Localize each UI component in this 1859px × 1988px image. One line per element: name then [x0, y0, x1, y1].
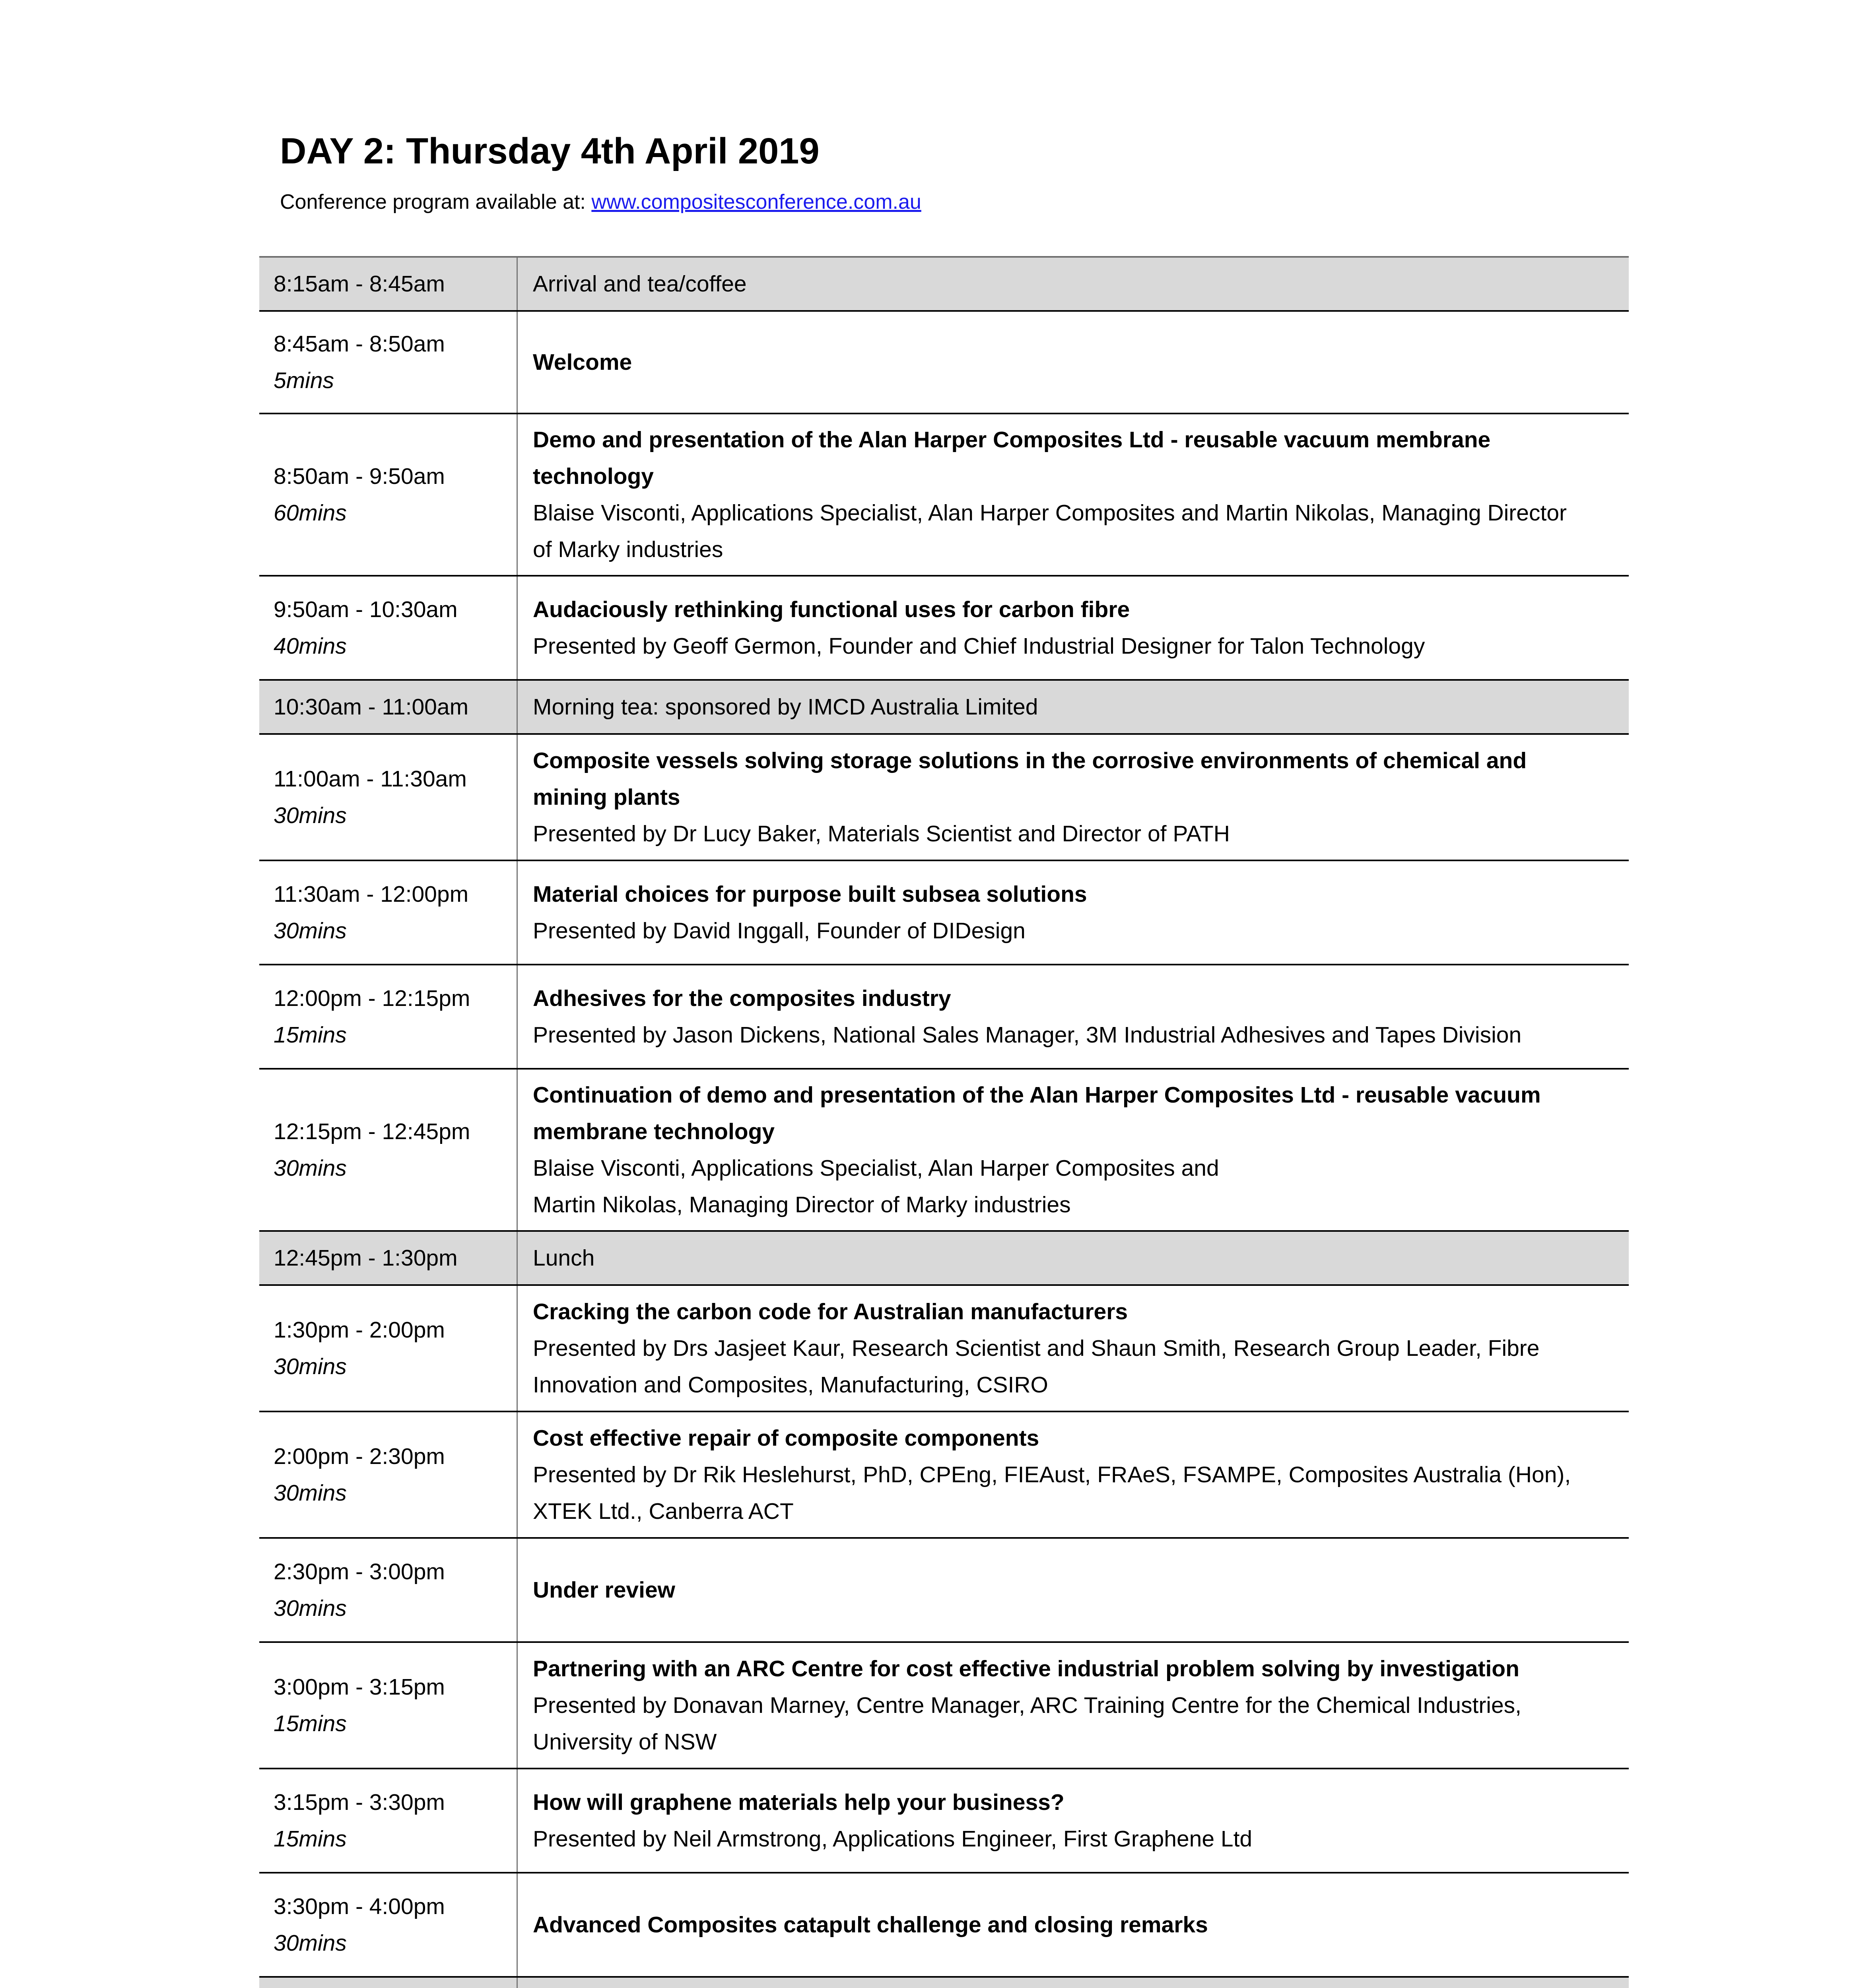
time-cell	[259, 258, 518, 310]
session-duration: 30mins	[274, 1155, 347, 1181]
session-title-line: mining plants	[533, 784, 680, 810]
session-duration: 5mins	[274, 368, 334, 393]
time-cell	[259, 1232, 518, 1284]
session-detail-line: Arrival and tea/coffee	[533, 271, 747, 297]
session-time: 10:30am - 11:00am	[274, 694, 469, 720]
session-cell	[518, 1643, 1629, 1768]
session-detail-line: Presented by Geoff Germon, Founder and Chief Industrial Designer for Talon Technology	[533, 633, 1425, 659]
session-detail-line: Presented by David Inggall, Founder of DIDesign	[533, 918, 1026, 944]
session-detail-line: Presented by Jason Dickens, National Sales Manager, 3M Industrial Adhesives and Tapes Division	[533, 1022, 1522, 1048]
session-duration: 30mins	[274, 1480, 347, 1506]
session-title-line: Advanced Composites catapult challenge and closing remarks	[533, 1912, 1208, 1938]
session-title-line: How will graphene materials help your business?	[533, 1790, 1065, 1815]
session-duration: 30mins	[274, 803, 347, 828]
session-time: 11:30am - 12:00pm	[274, 881, 469, 907]
schedule-row	[259, 681, 1629, 735]
time-cell	[259, 414, 518, 575]
session-time: 2:30pm - 3:00pm	[274, 1559, 445, 1584]
session-duration: 60mins	[274, 500, 347, 526]
session-detail-line: XTEK Ltd., Canberra ACT	[533, 1499, 794, 1524]
session-duration: 30mins	[274, 918, 347, 944]
time-cell	[259, 312, 518, 413]
page-title: DAY 2: Thursday 4th April 2019	[280, 131, 820, 171]
session-duration: 15mins	[274, 1826, 347, 1852]
schedule-row	[259, 1643, 1629, 1769]
session-detail-line: University of NSW	[533, 1729, 717, 1755]
schedule-row	[259, 312, 1629, 414]
session-title-line: Audaciously rethinking functional uses for carbon fibre	[533, 597, 1130, 622]
schedule-row	[259, 1978, 1629, 1988]
session-time: 12:00pm - 12:15pm	[274, 986, 470, 1011]
session-time: 8:50am - 9:50am	[274, 464, 445, 489]
schedule-row	[259, 1412, 1629, 1539]
session-title-line: technology	[533, 464, 654, 489]
schedule-row	[259, 1873, 1629, 1978]
session-detail-line: Presented by Dr Rik Heslehurst, PhD, CPEng, FIEAust, FRAeS, FSAMPE, Composites Australia (Hon),	[533, 1462, 1571, 1487]
session-detail-line: Blaise Visconti, Applications Specialist, Alan Harper Composites and Martin Nikolas, Managing Director	[533, 500, 1567, 526]
time-cell	[259, 1978, 518, 1988]
session-cell	[518, 258, 1629, 310]
session-time: 2:00pm - 2:30pm	[274, 1444, 445, 1469]
session-cell	[518, 735, 1629, 860]
time-cell	[259, 577, 518, 679]
session-title-line: Adhesives for the composites industry	[533, 986, 951, 1011]
session-cell	[518, 965, 1629, 1068]
session-duration: 40mins	[274, 633, 347, 659]
session-duration: 30mins	[274, 1354, 347, 1379]
time-cell	[259, 861, 518, 964]
session-title-line: Under review	[533, 1577, 675, 1603]
schedule-row	[259, 1070, 1629, 1232]
session-cell	[518, 1412, 1629, 1537]
session-time: 1:30pm - 2:00pm	[274, 1317, 445, 1343]
schedule-row	[259, 258, 1629, 312]
session-duration: 30mins	[274, 1596, 347, 1621]
session-title-line: Partnering with an ARC Centre for cost effective industrial problem solving by investigation	[533, 1656, 1519, 1681]
session-detail-line: Presented by Neil Armstrong, Applications Engineer, First Graphene Ltd	[533, 1826, 1253, 1852]
session-detail-line	[533, 1986, 1614, 1988]
session-duration: 30mins	[274, 1930, 347, 1956]
schedule-row	[259, 965, 1629, 1070]
time-cell	[259, 965, 518, 1068]
session-title-line: Welcome	[533, 349, 632, 375]
session-detail-line: Morning tea: sponsored by IMCD Australia Limited	[533, 694, 1038, 720]
schedule-row	[259, 1232, 1629, 1286]
page-subtitle	[280, 190, 921, 214]
subtitle-prefix: Conference program available at:	[280, 190, 592, 214]
session-cell	[518, 577, 1629, 679]
session-time: 9:50am - 10:30am	[274, 597, 458, 622]
session-time: 12:15pm - 12:45pm	[274, 1119, 470, 1144]
session-cell	[518, 1539, 1629, 1641]
session-time: 12:45pm - 1:30pm	[274, 1245, 458, 1271]
session-cell	[518, 1769, 1629, 1872]
session-detail-line: Presented by Drs Jasjeet Kaur, Research Scientist and Shaun Smith, Research Group Leader, Fibre	[533, 1336, 1540, 1361]
session-duration: 15mins	[274, 1711, 347, 1736]
schedule-row	[259, 1539, 1629, 1643]
session-time: 8:45am - 8:50am	[274, 331, 445, 357]
session-detail-line: Presented by Donavan Marney, Centre Manager, ARC Training Centre for the Chemical Industries,	[533, 1693, 1522, 1718]
session-time	[274, 1986, 502, 1988]
session-cell	[518, 1070, 1629, 1230]
time-cell	[259, 1643, 518, 1768]
session-cell	[518, 414, 1629, 575]
session-detail-line: Lunch	[533, 1245, 595, 1271]
session-time: 8:15am - 8:45am	[274, 271, 445, 297]
session-cell	[518, 1232, 1629, 1284]
time-cell	[259, 1412, 518, 1537]
time-cell	[259, 1873, 518, 1976]
schedule-row	[259, 1286, 1629, 1412]
schedule-row	[259, 414, 1629, 577]
session-detail-line: Innovation and Composites, Manufacturing, CSIRO	[533, 1372, 1048, 1398]
session-time: 3:00pm - 3:15pm	[274, 1674, 445, 1700]
time-cell	[259, 681, 518, 733]
time-cell	[259, 1286, 518, 1411]
session-title-line: Material choices for purpose built subsea solutions	[533, 881, 1087, 907]
session-cell	[518, 861, 1629, 964]
session-time: 3:15pm - 3:30pm	[274, 1790, 445, 1815]
time-cell	[259, 1769, 518, 1872]
session-title-line: Cracking the carbon code for Australian manufacturers	[533, 1299, 1128, 1324]
schedule-table	[259, 256, 1629, 1988]
schedule-row	[259, 577, 1629, 681]
session-title-line: Cost effective repair of composite components	[533, 1425, 1039, 1451]
time-cell	[259, 1539, 518, 1641]
session-title-line: Demo and presentation of the Alan Harper Composites Ltd - reusable vacuum membrane	[533, 427, 1491, 452]
session-cell	[518, 1873, 1629, 1976]
session-detail-line: Presented by Dr Lucy Baker, Materials Scientist and Director of PATH	[533, 821, 1230, 846]
time-cell	[259, 735, 518, 860]
session-time: 3:30pm - 4:00pm	[274, 1894, 445, 1919]
session-title-line: membrane technology	[533, 1119, 775, 1144]
session-duration: 15mins	[274, 1022, 347, 1048]
time-cell	[259, 1070, 518, 1230]
session-cell	[518, 681, 1629, 733]
session-cell	[518, 1978, 1629, 1988]
schedule-row	[259, 1769, 1629, 1873]
session-detail-line: Martin Nikolas, Managing Director of Marky industries	[533, 1192, 1071, 1217]
session-cell	[518, 1286, 1629, 1411]
session-detail-line: Blaise Visconti, Applications Specialist, Alan Harper Composites and	[533, 1155, 1219, 1181]
session-time: 11:00am - 11:30am	[274, 766, 467, 792]
session-title-line: Continuation of demo and presentation of the Alan Harper Composites Ltd - reusable vacuum	[533, 1082, 1541, 1108]
schedule-row	[259, 861, 1629, 965]
conference-website-link[interactable]: www.compositesconference.com.au	[591, 190, 921, 214]
session-title-line: Composite vessels solving storage solutions in the corrosive environments of chemical and	[533, 748, 1527, 773]
session-detail-line: of Marky industries	[533, 537, 723, 562]
schedule-row	[259, 735, 1629, 861]
session-cell	[518, 312, 1629, 413]
